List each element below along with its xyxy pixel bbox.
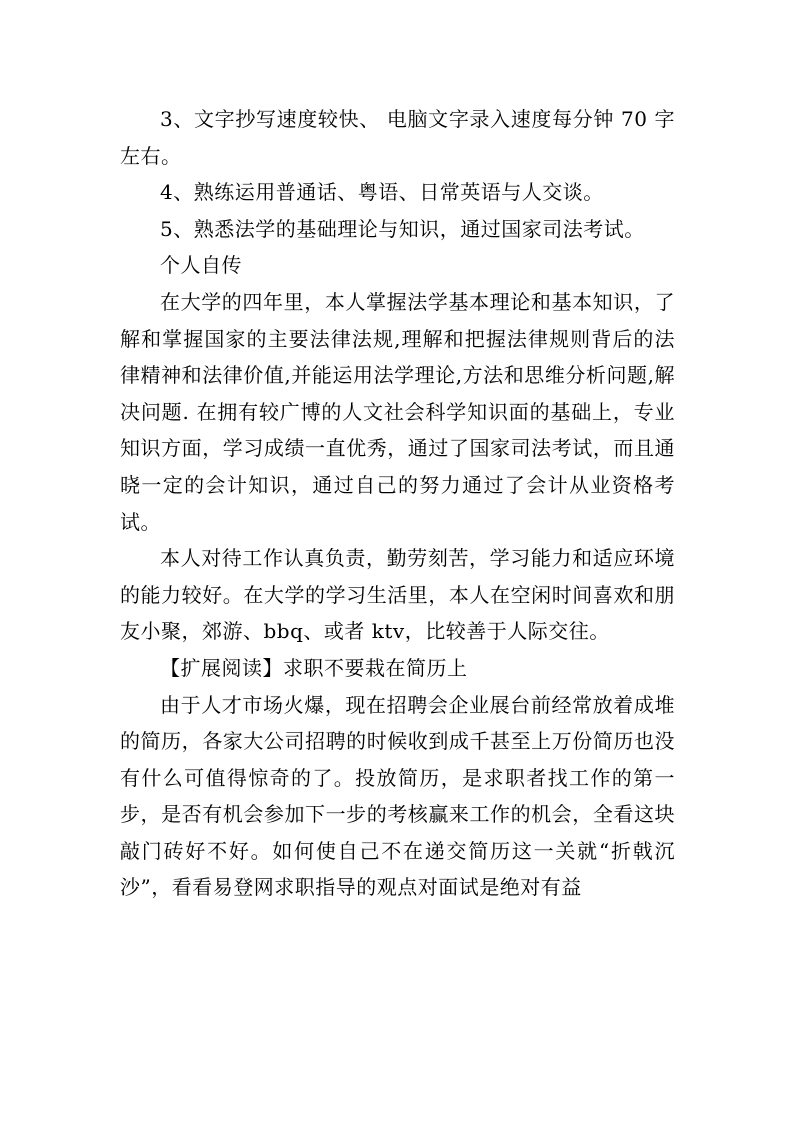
autobiography-paragraph-1: 在大学的四年里，本人掌握法学基本理论和基本知识，了解和掌握国家的主要法律法规,理解和把握法律规则背后的法律精神和法律价值,并能运用法学理论,方法和思维分析问题,解决问题. 在拥有较广博的人文社会科学知识面的基础上，专业知识方面，学习成绩一直优秀，通过了国家司法考试，而且通晓一定的会计知识，通过自己的努力通过了会计从业资格考试。 — [120, 289, 675, 534]
section-heading-autobiography: 个人自传 — [160, 253, 242, 278]
skill-item-5: 5、熟悉法学的基础理论与知识，通过国家司法考试。 — [160, 216, 645, 241]
extended-reading-paragraph: 由于人才市场火爆，现在招聘会企业展台前经常放着成堆的简历，各家大公司招聘的时候收到成千甚至上万份简历也没有什么可值得惊奇的了。投放简历，是求职者找工作的第一步，是否有机会参加下一步的考核赢来工作的机会，全看这块敲门砖好不好。如何使自己不在递交简历这一关就“折戟沉沙”，看看易登网求职指导的观点对面试是绝对有益 — [120, 692, 675, 900]
extended-reading-heading: 【扩展阅读】求职不要栽在简历上 — [160, 655, 468, 680]
skill-item-4: 4、熟练运用普通话、粤语、日常英语与人交谈。 — [160, 180, 604, 205]
document-body — [120, 101, 675, 906]
skill-item-3: 3、文字抄写速度较快、 电脑文字录入速度每分钟 70 字左右。 — [120, 107, 675, 168]
autobiography-paragraph-2: 本人对待工作认真负责，勤劳刻苦，学习能力和适应环境的能力较好。在大学的学习生活里，本人在空闲时间喜欢和朋友小聚，郊游、bbq、或者 ktv，比较善于人际交往。 — [120, 546, 675, 644]
